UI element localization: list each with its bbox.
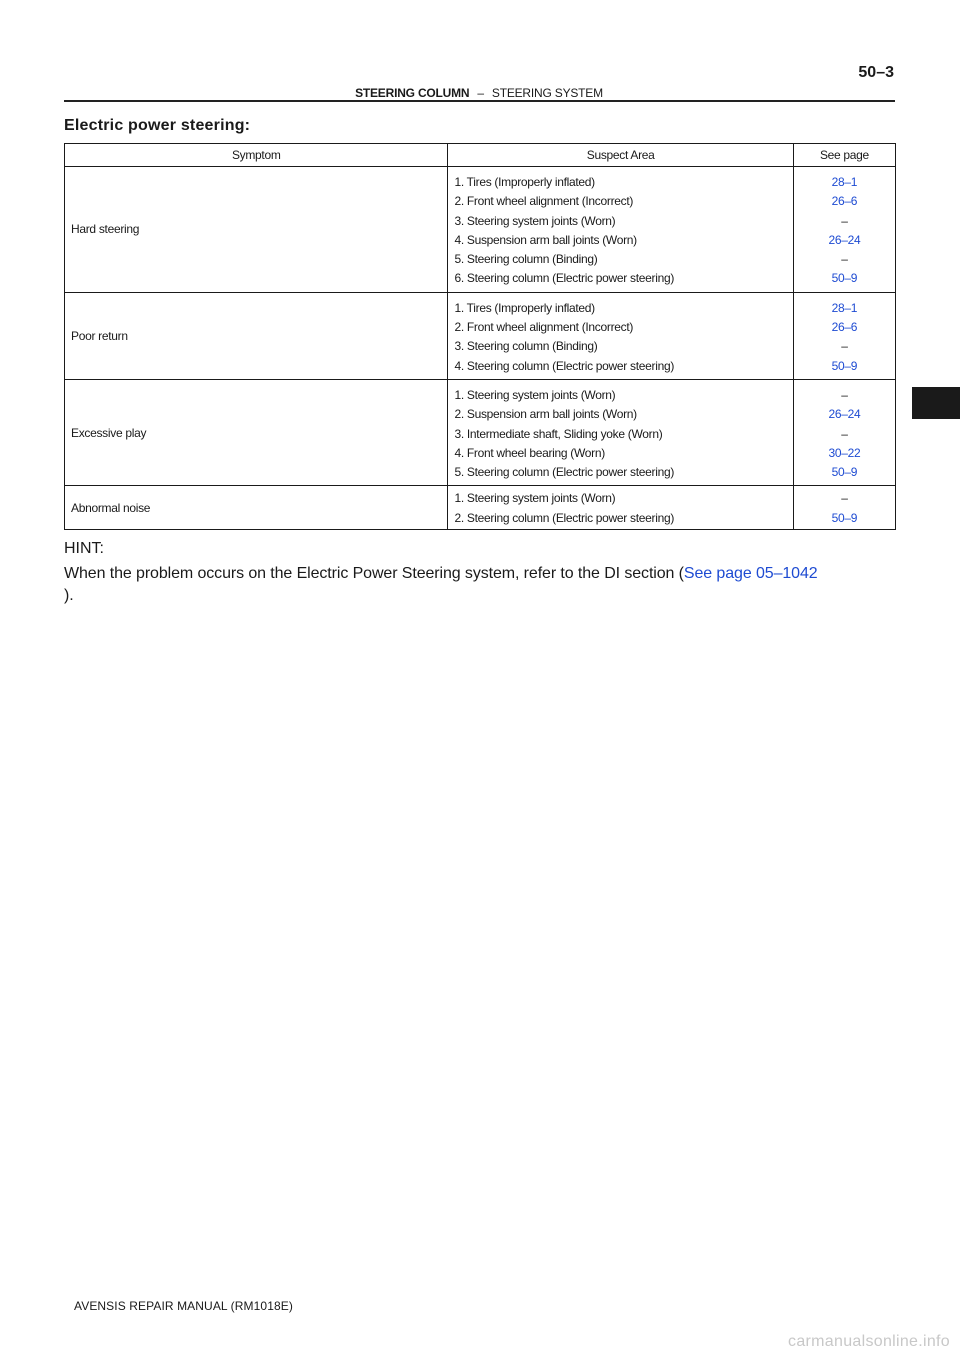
hint-text-body: When the problem occurs on the Electric Power Steering system, refer to the DI section ( xyxy=(64,565,684,582)
suspect-area-item: 1. Steering system joints (Worn) xyxy=(454,387,616,402)
page-reference-link[interactable]: 26–24 xyxy=(828,407,861,422)
hint-text xyxy=(64,563,904,607)
suspect-area-item: 4. Suspension arm ball joints (Worn) xyxy=(454,232,637,247)
hint-text-end: ). xyxy=(64,587,74,604)
page-reference-none: – xyxy=(841,426,848,441)
section-tab-marker xyxy=(912,387,960,419)
suspect-area-item: 4. Steering column (Electric power steering) xyxy=(454,358,675,373)
page-reference-link[interactable]: 28–1 xyxy=(831,175,858,189)
running-header xyxy=(64,86,894,100)
column-header-see-page: See page xyxy=(793,144,895,167)
symptom-cell: Abnormal noise xyxy=(65,486,448,530)
page-reference-none: – xyxy=(841,339,848,354)
header-section: STEERING COLUMN xyxy=(355,86,470,100)
suspect-area-cell xyxy=(448,167,793,293)
hint-page-link[interactable]: See page 05–1042 xyxy=(683,565,818,582)
table-row xyxy=(65,167,896,293)
suspect-area-item: 1. Steering system joints (Worn) xyxy=(454,491,616,506)
page-reference-link[interactable]: 30–22 xyxy=(828,445,861,460)
header-title xyxy=(64,86,894,100)
header-separator: – xyxy=(477,86,484,100)
suspect-area-item: 3. Steering system joints (Worn) xyxy=(454,213,616,228)
suspect-area-item: 4. Front wheel bearing (Worn) xyxy=(454,445,605,460)
column-header-symptom: Symptom xyxy=(65,144,448,167)
table-row xyxy=(65,379,896,485)
watermark: carmanualsonline.info xyxy=(788,1333,950,1350)
page-number: 50–3 xyxy=(858,64,894,81)
header-rule xyxy=(64,100,895,102)
page-reference-none: – xyxy=(841,252,848,267)
page-reference-none: – xyxy=(841,213,848,228)
suspect-area-item: 2. Front wheel alignment (Incorrect) xyxy=(454,194,634,209)
section-heading: Electric power steering: xyxy=(64,117,251,134)
symptom-table xyxy=(64,143,896,530)
suspect-area-item: 2. Suspension arm ball joints (Worn) xyxy=(454,407,637,422)
suspect-area-item: 5. Steering column (Electric power steering) xyxy=(454,465,675,480)
suspect-area-item: 1. Tires (Improperly inflated) xyxy=(454,300,595,315)
see-page-cell xyxy=(793,486,895,530)
page-reference-none: – xyxy=(841,387,848,402)
suspect-area-item: 5. Steering column (Binding) xyxy=(454,252,598,267)
page-reference-link[interactable]: 26–24 xyxy=(828,232,861,247)
page-reference-link[interactable]: 50–9 xyxy=(831,358,858,373)
suspect-area-cell xyxy=(448,292,793,379)
column-header-suspect-area: Suspect Area xyxy=(448,144,793,167)
page-reference-link[interactable]: 50–9 xyxy=(831,510,858,525)
suspect-area-item: 6. Steering column (Electric power steering) xyxy=(454,271,675,286)
hint-label: HINT: xyxy=(64,540,104,557)
page-reference-link[interactable]: 50–9 xyxy=(831,465,858,480)
symptom-cell: Poor return xyxy=(65,292,448,379)
see-page-cell xyxy=(793,167,895,293)
table-header-row xyxy=(65,144,896,167)
suspect-area-cell xyxy=(448,379,793,485)
suspect-area-item: 3. Intermediate shaft, Sliding yoke (Worn) xyxy=(454,426,663,441)
table-row xyxy=(65,292,896,379)
header-subsection: STEERING SYSTEM xyxy=(491,86,603,100)
page-reference-link[interactable]: 28–1 xyxy=(831,300,858,315)
page-reference-none: – xyxy=(841,491,848,506)
page-reference-link[interactable]: 50–9 xyxy=(831,271,858,286)
see-page-cell xyxy=(793,379,895,485)
page-reference-link[interactable]: 26–6 xyxy=(831,320,858,335)
page-reference-link[interactable]: 26–6 xyxy=(831,194,858,209)
footer-manual-title: AVENSIS REPAIR MANUAL (RM1018E) xyxy=(74,1299,293,1313)
suspect-area-item: 3. Steering column (Binding) xyxy=(454,339,598,354)
see-page-cell xyxy=(793,292,895,379)
table-row xyxy=(65,486,896,530)
symptom-cell: Hard steering xyxy=(65,167,448,293)
suspect-area-item: 2. Steering column (Electric power steering) xyxy=(454,510,675,525)
suspect-area-item: 2. Front wheel alignment (Incorrect) xyxy=(454,320,634,335)
suspect-area-cell xyxy=(448,486,793,530)
suspect-area-item: 1. Tires (Improperly inflated) xyxy=(454,175,595,189)
symptom-cell: Excessive play xyxy=(65,379,448,485)
